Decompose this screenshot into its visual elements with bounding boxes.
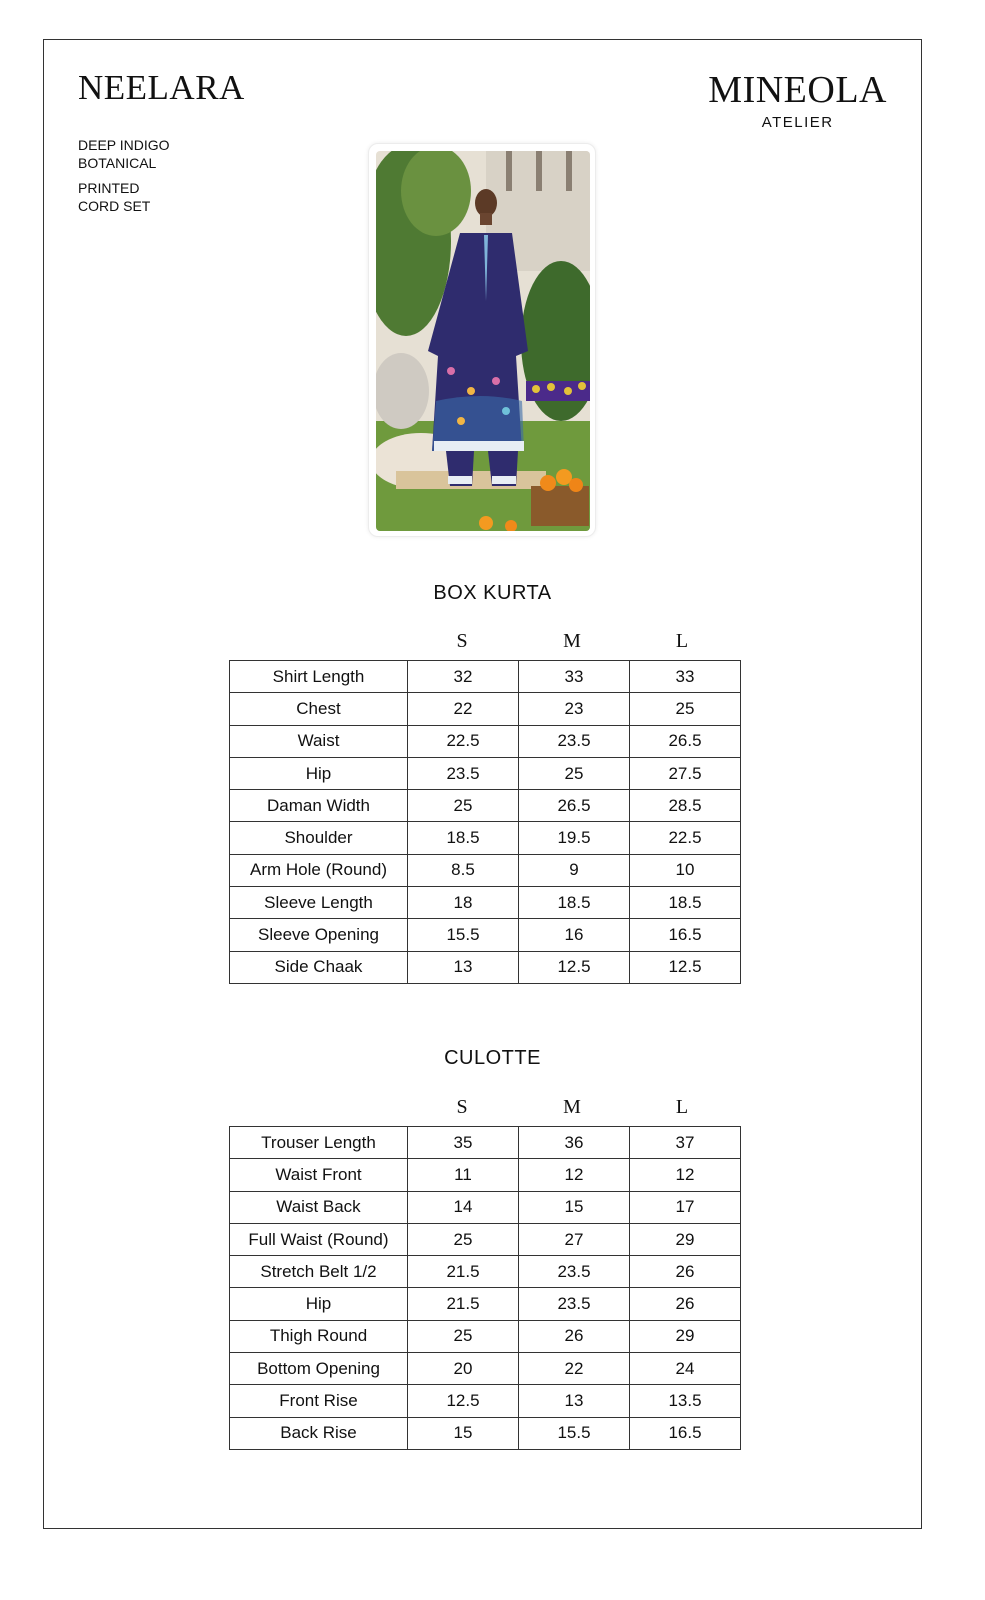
measurement-label: Waist Back (230, 1191, 408, 1223)
brand-logo (708, 68, 887, 131)
table-row (230, 661, 741, 693)
size-l-value: 29 (630, 1320, 741, 1352)
culotte-size-header: M (563, 1096, 581, 1118)
table-row (230, 1191, 741, 1223)
measurement-label: Side Chaak (230, 951, 408, 983)
kurta-size-header: L (675, 630, 689, 652)
size-m-value: 15 (519, 1191, 630, 1223)
table-row (230, 757, 741, 789)
measurement-label: Bottom Opening (230, 1353, 408, 1385)
size-s-value: 25 (408, 790, 519, 822)
table-row (230, 1385, 741, 1417)
table-row (230, 1159, 741, 1191)
size-m-value: 23 (519, 693, 630, 725)
measurement-label: Arm Hole (Round) (230, 854, 408, 886)
size-l-value: 29 (630, 1223, 741, 1255)
model-photo (376, 151, 590, 531)
size-l-value: 12.5 (630, 951, 741, 983)
size-l-value: 16.5 (630, 919, 741, 951)
size-m-value: 13 (519, 1385, 630, 1417)
measurement-label: Waist (230, 725, 408, 757)
table-row (230, 1417, 741, 1449)
size-m-value: 16 (519, 919, 630, 951)
measurement-label: Back Rise (230, 1417, 408, 1449)
table-row (230, 725, 741, 757)
product-description-type (78, 179, 150, 215)
size-m-value: 26.5 (519, 790, 630, 822)
measurement-label: Sleeve Opening (230, 919, 408, 951)
measurement-label: Shoulder (230, 822, 408, 854)
kurta-size-header: M (563, 630, 581, 652)
kurta-table-title: BOX KURTA (433, 582, 552, 604)
table-row (230, 919, 741, 951)
size-l-value: 22.5 (630, 822, 741, 854)
measurement-label: Hip (230, 757, 408, 789)
size-m-value: 33 (519, 661, 630, 693)
measurement-label: Trouser Length (230, 1127, 408, 1159)
size-m-value: 15.5 (519, 1417, 630, 1449)
table-row (230, 1223, 741, 1255)
table-row (230, 887, 741, 919)
size-m-value: 23.5 (519, 1288, 630, 1320)
desc-line: PRINTED (78, 180, 140, 196)
desc-line: BOTANICAL (78, 155, 157, 171)
size-m-value: 27 (519, 1223, 630, 1255)
size-s-value: 18 (408, 887, 519, 919)
size-s-value: 21.5 (408, 1288, 519, 1320)
size-l-value: 12 (630, 1159, 741, 1191)
culotte-size-header: S (456, 1096, 468, 1118)
size-m-value: 12.5 (519, 951, 630, 983)
kurta-size-table (229, 660, 741, 984)
measurement-label: Shirt Length (230, 661, 408, 693)
size-m-value: 18.5 (519, 887, 630, 919)
measurement-label: Hip (230, 1288, 408, 1320)
size-m-value: 36 (519, 1127, 630, 1159)
desc-line: CORD SET (78, 198, 151, 214)
size-m-value: 9 (519, 854, 630, 886)
size-l-value: 16.5 (630, 1417, 741, 1449)
size-s-value: 15.5 (408, 919, 519, 951)
measurement-label: Chest (230, 693, 408, 725)
size-s-value: 13 (408, 951, 519, 983)
product-name: NEELARA (78, 68, 245, 107)
product-photo-card (368, 143, 596, 537)
culotte-table-title: CULOTTE (444, 1047, 541, 1069)
size-s-value: 20 (408, 1353, 519, 1385)
kurta-size-header: S (456, 630, 468, 652)
size-s-value: 22 (408, 693, 519, 725)
size-l-value: 26 (630, 1256, 741, 1288)
size-m-value: 25 (519, 757, 630, 789)
size-s-value: 8.5 (408, 854, 519, 886)
size-l-value: 17 (630, 1191, 741, 1223)
culotte-size-table (229, 1126, 741, 1450)
table-row (230, 822, 741, 854)
brand-name: MINEOLA (708, 69, 887, 111)
table-row (230, 951, 741, 983)
measurement-label: Full Waist (Round) (230, 1223, 408, 1255)
measurement-label: Sleeve Length (230, 887, 408, 919)
measurement-label: Stretch Belt 1/2 (230, 1256, 408, 1288)
size-m-value: 12 (519, 1159, 630, 1191)
brand-subtitle: ATELIER (761, 114, 834, 131)
size-m-value: 23.5 (519, 1256, 630, 1288)
size-l-value: 28.5 (630, 790, 741, 822)
table-row (230, 693, 741, 725)
measurement-label: Waist Front (230, 1159, 408, 1191)
size-s-value: 15 (408, 1417, 519, 1449)
table-row (230, 790, 741, 822)
size-s-value: 14 (408, 1191, 519, 1223)
size-s-value: 25 (408, 1320, 519, 1352)
table-row (230, 1353, 741, 1385)
table-row (230, 1320, 741, 1352)
size-l-value: 24 (630, 1353, 741, 1385)
measurement-label: Daman Width (230, 790, 408, 822)
size-l-value: 33 (630, 661, 741, 693)
size-s-value: 11 (408, 1159, 519, 1191)
size-s-value: 32 (408, 661, 519, 693)
product-description-colour (78, 136, 170, 172)
culotte-size-header: L (675, 1096, 689, 1118)
size-m-value: 22 (519, 1353, 630, 1385)
size-s-value: 35 (408, 1127, 519, 1159)
table-row (230, 1256, 741, 1288)
table-row (230, 854, 741, 886)
size-s-value: 12.5 (408, 1385, 519, 1417)
size-s-value: 22.5 (408, 725, 519, 757)
desc-line: DEEP INDIGO (78, 137, 170, 153)
size-l-value: 10 (630, 854, 741, 886)
size-l-value: 37 (630, 1127, 741, 1159)
size-l-value: 27.5 (630, 757, 741, 789)
size-l-value: 26.5 (630, 725, 741, 757)
size-l-value: 26 (630, 1288, 741, 1320)
size-m-value: 19.5 (519, 822, 630, 854)
table-row (230, 1127, 741, 1159)
size-m-value: 23.5 (519, 725, 630, 757)
size-m-value: 26 (519, 1320, 630, 1352)
size-l-value: 18.5 (630, 887, 741, 919)
size-l-value: 13.5 (630, 1385, 741, 1417)
measurement-label: Front Rise (230, 1385, 408, 1417)
table-row (230, 1288, 741, 1320)
size-s-value: 21.5 (408, 1256, 519, 1288)
size-s-value: 23.5 (408, 757, 519, 789)
measurement-label: Thigh Round (230, 1320, 408, 1352)
size-s-value: 25 (408, 1223, 519, 1255)
size-s-value: 18.5 (408, 822, 519, 854)
size-l-value: 25 (630, 693, 741, 725)
